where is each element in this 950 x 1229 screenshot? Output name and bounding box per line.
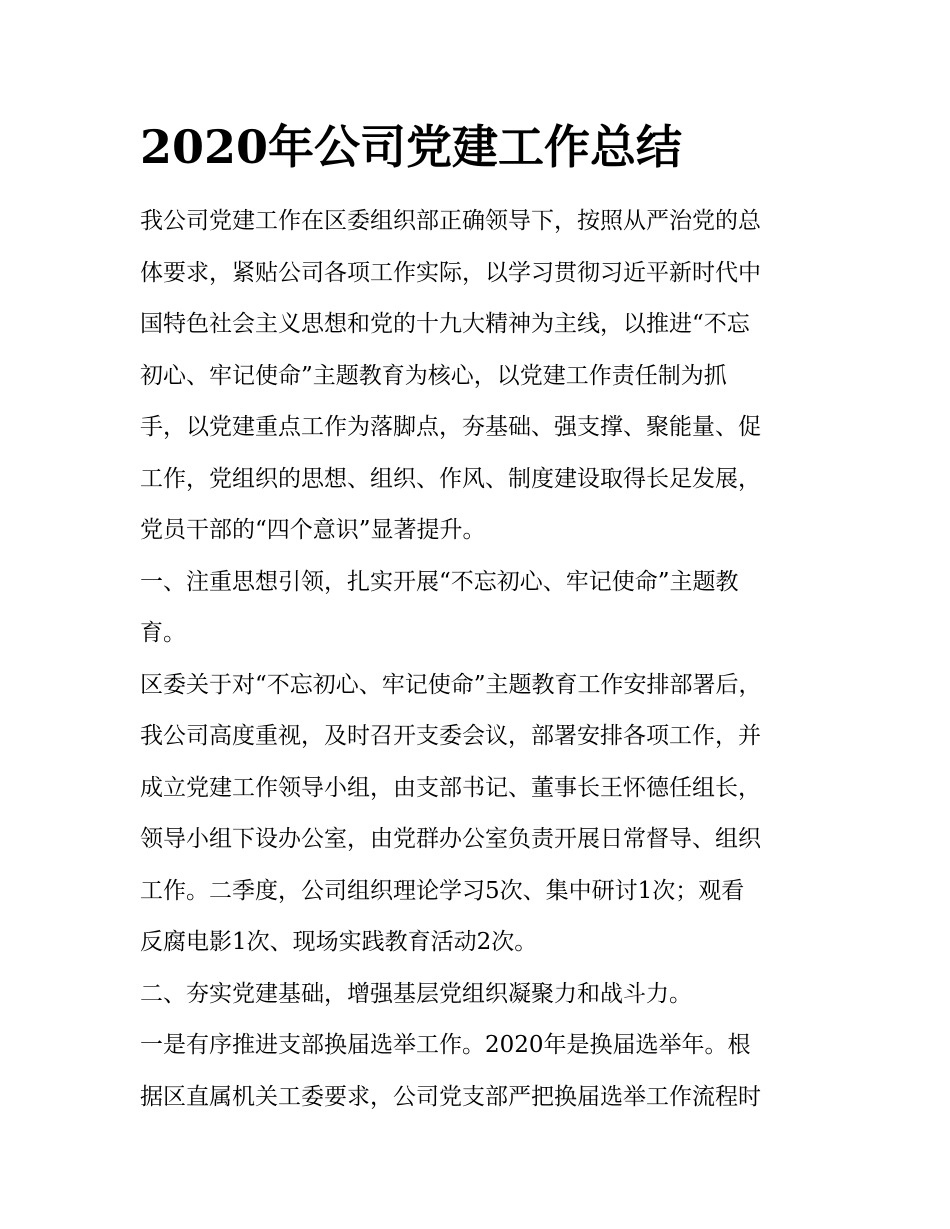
paragraph-line: 国特色社会主义思想和党的十九大精神为主线，以推进“不忘 — [140, 311, 750, 337]
paragraph-line: 手，以党建重点工作为落脚点，夯基础、强支撑、聚能量、促 — [140, 414, 761, 440]
paragraph-line: 工作。二季度，公司组织理论学习5次、集中研讨1次；观看 — [140, 877, 745, 904]
paragraph-line: 一是有序推进支部换届选举工作。2020年是换届选举年。根 — [140, 1032, 751, 1058]
paragraph-line: 区委关于对“不忘初心、牢记使命”主题教育工作安排部署后， — [140, 671, 762, 698]
paragraph-line: 反腐电影1次、现场实践教育活动2次。 — [140, 929, 538, 955]
section-heading-line: 一、注重思想引领，扎实开展“不忘初心、牢记使命”主题教 — [140, 568, 739, 595]
paragraph-line: 体要求，紧贴公司各项工作实际，以学习贯彻习近平新时代中 — [140, 259, 761, 286]
section-heading-line: 育。 — [140, 620, 186, 646]
document-body — [140, 196, 820, 1123]
paragraph-line: 我公司党建工作在区委组织部正确领导下，按照从严治党的总 — [140, 208, 761, 234]
paragraph-line: 领导小组下设办公室，由党群办公室负责开展日常督导、组织 — [140, 826, 761, 852]
paragraph-line: 据区直属机关工委要求，公司党支部严把换届选举工作流程时 — [140, 1083, 761, 1110]
section-heading-line: 二、夯实党建基础，增强基层党组织凝聚力和战斗力。 — [140, 980, 692, 1007]
document-title: 2020年公司党建工作总结 — [140, 120, 683, 174]
paragraph-line: 工作，党组织的思想、组织、作风、制度建设取得长足发展， — [140, 465, 761, 492]
paragraph-line: 党员干部的“四个意识”显著提升。 — [140, 517, 486, 543]
paragraph-line: 我公司高度重视，及时召开支委会议，部署安排各项工作，并 — [140, 723, 761, 749]
paragraph-line: 初心、牢记使命”主题教育为核心，以党建工作责任制为抓 — [140, 362, 727, 389]
paragraph-line: 成立党建工作领导小组，由支部书记、董事长王怀德任组长， — [140, 774, 761, 801]
